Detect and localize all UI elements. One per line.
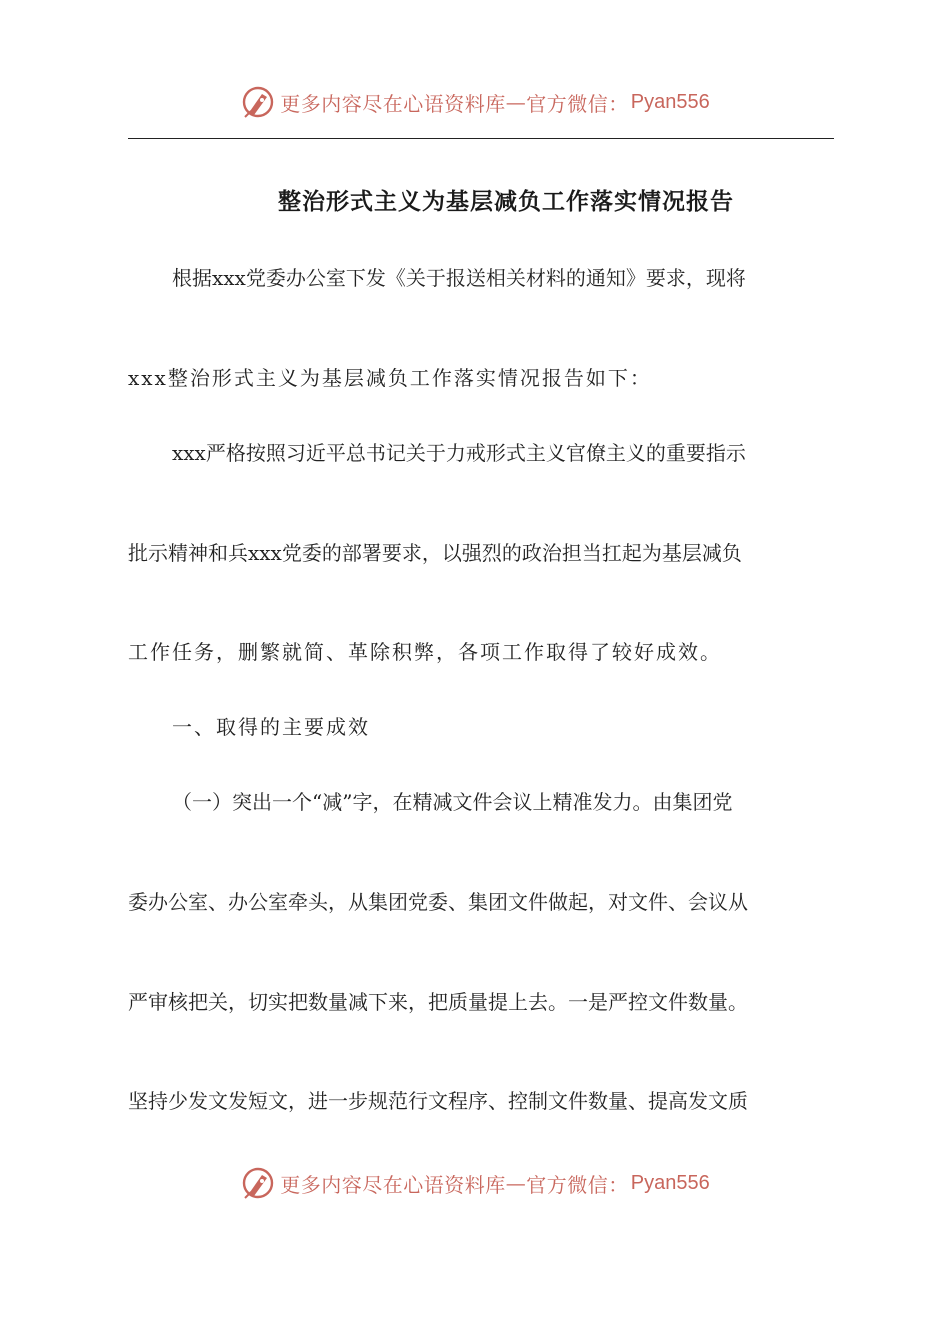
body-line: xxx严格按照习近平总书记关于力戒形式主义官僚主义的重要指示 (172, 441, 746, 465)
banner-account-label: 官方微信： (526, 91, 629, 116)
banner-account-id: Pyan556 (630, 1171, 710, 1194)
body-line: 严审核把关，切实把数量减下来，把质量提上去。一是严控文件数量。 (128, 990, 748, 1014)
pen-nib-logo-icon (240, 84, 276, 120)
banner-account-id: Pyan556 (630, 90, 710, 113)
header-banner (0, 80, 950, 124)
banner-brand-text: 更多内容尽在心语资料库 (280, 1172, 506, 1197)
header-divider (128, 138, 834, 139)
section-heading: 一、取得的主要成效 (172, 715, 370, 739)
body-line: 坚持少发文发短文，进一步规范行文程序、控制文件数量、提高发文质 (128, 1089, 748, 1113)
banner-account-label: 官方微信： (526, 1172, 629, 1197)
footer-banner (0, 1161, 950, 1205)
body-line: 根据xxx党委办公室下发《关于报送相关材料的通知》要求，现将 (172, 266, 746, 290)
banner-separator: — (505, 90, 527, 114)
banner-brand-text: 更多内容尽在心语资料库 (280, 91, 506, 116)
body-line: xxx整治形式主义为基层减负工作落实情况报告如下： (128, 366, 652, 390)
body-line: 工作任务，删繁就简、革除积弊，各项工作取得了较好成效。 (128, 640, 722, 664)
body-line: 委办公室、办公室牵头，从集团党委、集团文件做起，对文件、会议从 (128, 890, 748, 914)
banner-separator: — (505, 1171, 527, 1195)
body-line: 批示精神和兵xxx党委的部署要求，以强烈的政治担当扛起为基层减负 (128, 541, 742, 565)
pen-nib-logo-icon (240, 1165, 276, 1201)
document-title: 整治形式主义为基层减负工作落实情况报告 (278, 188, 734, 215)
body-line: （一）突出一个“减”字，在精减文件会议上精准发力。由集团党 (172, 790, 733, 814)
